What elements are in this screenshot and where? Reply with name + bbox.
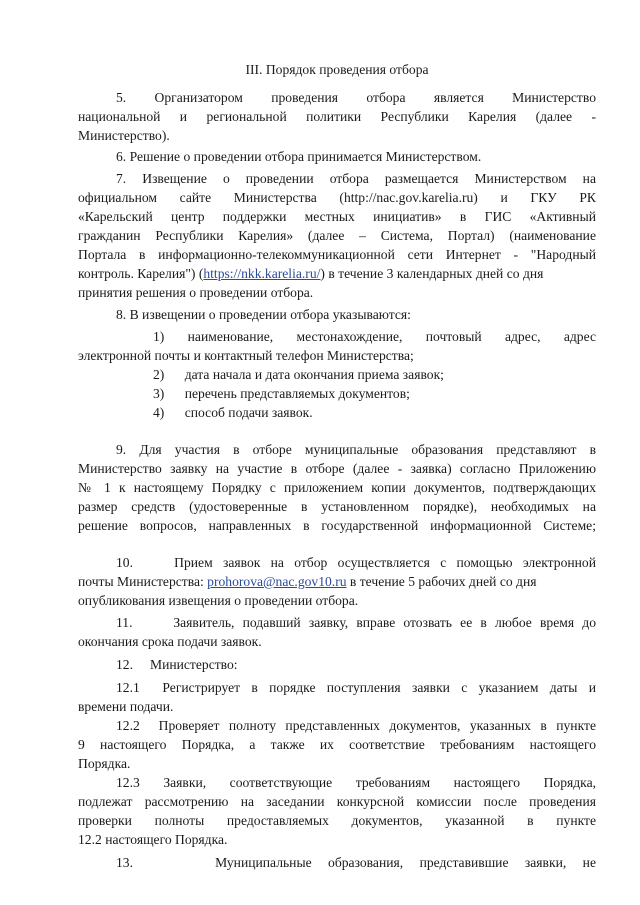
paragraph-7-line-3: «Карельский центр поддержки местных инициатив» в ГИС «Активный [78, 209, 596, 224]
paragraph-7-line-4: гражданин Республики Карелия» (далее – Система, Портал) (наименование [78, 228, 596, 243]
paragraph-12-2-line-2: 9 настоящего Порядка, а также их соответствие требованиям настоящего [78, 737, 596, 752]
paragraph-6: 6. Решение о проведении отбора принимается Министерством. [116, 149, 482, 164]
paragraph-12-1-line-1: 12.1 Регистрирует в порядке поступления заявки с указанием даты и [116, 680, 596, 695]
paragraph-9-line-1: 9. Для участия в отборе муниципальные образования представляют в [116, 442, 596, 457]
paragraph-12-3-line-1: 12.3 Заявки, соответствующие требованиям настоящего Порядка, [116, 775, 596, 790]
text-span: контроль. Карелия") ( [78, 266, 204, 281]
paragraph-12-1-line-2: времени подачи. [78, 699, 174, 714]
paragraph-12-3-line-2: подлежат рассмотрению на заседании конкурсной комиссии после проведения [78, 794, 596, 809]
text-span: почты Министерства: [78, 574, 208, 589]
text-span: ) в течение 3 календарных дней со дня [320, 266, 544, 281]
paragraph-9-line-2: Министерство заявку на участие в отборе (далее - заявка) согласно Приложению [78, 461, 596, 476]
paragraph-7-line-7: принятия решения о проведении отбора. [78, 285, 314, 300]
paragraph-12-2-line-1: 12.2 Проверяет полноту представленных документов, указанных в пункте [116, 718, 596, 733]
paragraph-9-line-3: № 1 к настоящему Порядку с приложением копии документов, подтверждающих [78, 480, 596, 495]
paragraph-12-3-line-3: проверки полноты предоставляемых документов, указанной в пункте [78, 813, 596, 828]
paragraph-10-line-3: опубликования извещения о проведении отбора. [78, 593, 359, 608]
nkk-karelia-link[interactable]: https://nkk.karelia.ru/ [203, 266, 321, 281]
paragraph-11-line-2: окончания срока подачи заявок. [78, 634, 262, 649]
paragraph-12-2-line-3: Порядка. [78, 756, 131, 771]
paragraph-8: 8. В извещении о проведении отбора указываются: [116, 307, 411, 322]
paragraph-5-line-1: 5. Организатором проведения отбора является Министерство [116, 90, 596, 105]
section-heading: III. Порядок проведения отбора [245, 62, 429, 77]
paragraph-12-3-line-4: 12.2 настоящего Порядка. [78, 832, 228, 847]
paragraph-7-line-5: Портала в информационно-телекоммуникационной сети Интернет - "Народный [78, 247, 596, 262]
list-item-1-line-2: электронной почты и контактный телефон Министерства; [78, 348, 414, 363]
paragraph-7-line-6 [78, 264, 596, 284]
paragraph-7-line-2: официальном сайте Министерства (http://nac.gov.karelia.ru) и ГКУ РК [78, 190, 596, 205]
email-link[interactable]: prohorova@nac.gov10.ru [207, 574, 347, 589]
paragraph-9-line-5: решение вопросов, направленных в государственной информационной Системе; [78, 518, 596, 533]
text-span: в течение 5 рабочих дней со дня [346, 574, 537, 589]
list-item-1-line-1: 1) наименование, местонахождение, почтовый адрес, адрес [153, 329, 596, 344]
paragraph-7-line-1: 7. Извещение о проведении отбора размещается Министерством на [116, 171, 596, 186]
paragraph-13-line-1: 13. Муниципальные образования, представившие заявки, не [116, 855, 596, 870]
paragraph-5-line-3: Министерство). [78, 128, 170, 143]
list-item-2: 2) дата начала и дата окончания приема заявок; [153, 367, 444, 382]
list-item-4: 4) способ подачи заявок. [153, 405, 313, 420]
paragraph-10-line-2 [78, 572, 596, 592]
paragraph-11-line-1: 11. Заявитель, подавший заявку, вправе отозвать ее в любое время до [116, 615, 596, 630]
paragraph-12: 12. Министерство: [116, 657, 238, 672]
paragraph-5-line-2: национальной и региональной политики Республики Карелия (далее - [78, 109, 596, 124]
paragraph-10-line-1: 10. Прием заявок на отбор осуществляется с помощью электронной [116, 555, 596, 570]
list-item-3: 3) перечень представляемых документов; [153, 386, 410, 401]
paragraph-9-line-4: размер средств (удостоверенные в установленном порядке), необходимых на [78, 499, 596, 514]
